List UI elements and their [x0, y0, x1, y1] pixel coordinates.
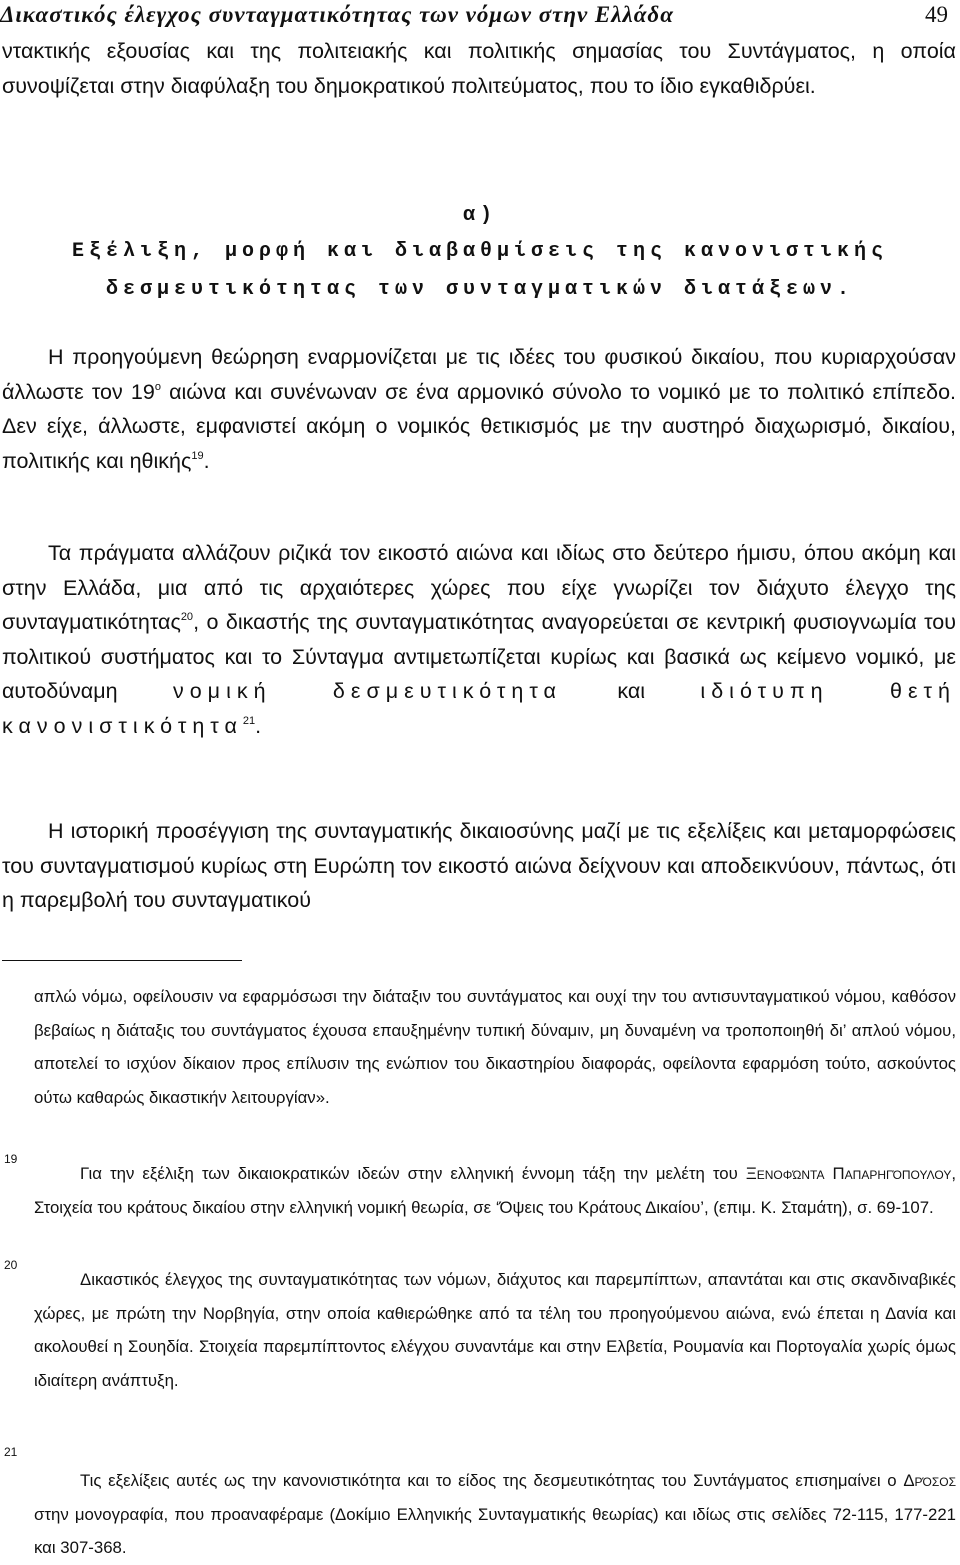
paragraph-3	[2, 536, 956, 743]
footnote-20: Δικαστικός έλεγχος της συνταγματικότητας των νόμων, διάχυτος και παρεμπίπτων, απαντάται και στις σκανδιναβικές χώρες, με πρώτη την Νορβηγία, στην οποία καθιερώθηκε από τα τέλη του προηγούμενου αιώνα, ενώ έπεται η Δανία και ακολουθεί η Σουηδία. Στοιχεία παρεμπίπτοντος ελέγχου συναντάμε και στην Ελβετία, Ρουμανία και Πορτογαλία χωρίς όμως ιδιαίτερη ανάπτυξη.	[34, 1270, 956, 1390]
running-head-title: Δικαστικός έλεγχος συνταγματικότητας των νόμων στην Ελλάδα	[0, 2, 674, 27]
paragraph-2-text-c: .	[203, 448, 210, 473]
running-head	[0, 2, 948, 32]
footnote-number-20: 20	[4, 1258, 18, 1272]
footnote-number-21: 21	[4, 1445, 18, 1459]
paragraph-3-text-a: Τα πράγματα αλλάζουν ριζικά τον εικοστό αιώνα και ιδίως στο δεύτερο ήμισυ, όπου ακόμη και στην Ελλάδα, μια από τις αρχαιότερες χώρες που είχε γνωρίζει τον διάχυτο έλεγχο της συνταγματικότητας	[2, 541, 956, 634]
paragraph-1: ντακτικής εξουσίας και της πολιτειακής και πολιτικής σημασίας του Συντάγματος, η οποία συνοψίζεται στην διαφύλαξη του δημοκρατικού πολιτεύματος, που το ίδιο εγκαθιδρύει.	[2, 39, 956, 98]
footnote-ref-21[interactable]: 21	[242, 714, 256, 727]
paragraph-2	[2, 340, 956, 478]
footnote-21-text-a: Τις εξελίξεις αυτές ως την κανονιστικότητα και το είδος της δεσμευτικότητας του Συντάγματος επισημαίνει ο	[80, 1471, 904, 1490]
footnote-19-text-b: , Στοιχεία του κράτους δικαίου στην ελληνική νομική θεωρία, σε ‘Όψεις του Κράτους Δικαίου’, (επιμ. Κ. Σταμάτη), σ. 69-107.	[34, 1164, 957, 1217]
footnote-19	[34, 1157, 956, 1224]
footnote-ref-20[interactable]: 20	[180, 611, 194, 623]
paragraph-2-text-a: Η προηγούμενη θεώρηση εναρμονίζεται με τις ιδέες του φυσικού δικαίου, που κυριαρχούσαν άλλωστε τον 19	[2, 345, 956, 404]
footnote-21-text-b: στην μονογραφία, που προαναφέραμε (Δοκίμιο Ελληνικής Συνταγματικής θεωρίας) και ιδίως στις σελίδες 72-115, 177-221 και 307-368.	[34, 1504, 956, 1557]
paragraph-2-text-b: αιώνα και συνένωναν σε ένα αρμονικό σύνολο το νομικό με το πολιτικό επίπεδο. Δεν είχε, άλλωστε, εμφανιστεί ακόμη ο νομικός θετικισμός με την αυστηρό διαχωρισμό, δικαίου, πολιτικής και ηθικής	[2, 379, 957, 473]
footnote-ref-19[interactable]: 19	[191, 449, 204, 462]
emphasis-normative-binding: νομική δεσμευτικότητα	[172, 679, 562, 703]
superscript-o: ο	[154, 380, 161, 393]
section-marker: α)	[462, 204, 497, 227]
footnote-number-19: 19	[4, 1152, 18, 1166]
paragraph-3-text-d: .	[255, 713, 262, 738]
emphasis-positive-normativity: ιδιότυπη θετή κανονιστικότητα	[2, 679, 957, 738]
section-heading-line-1: Εξέλιξη, μορφή και διαβαθμίσεις της κανονιστικής	[71, 240, 889, 263]
footnote-21	[34, 1464, 956, 1565]
footnote-separator	[2, 960, 242, 961]
footnote-19-text-a: Για την εξέλιξη των δικαιοκρατικών ιδεών στην ελληνική έννομη τάξη την μελέτη του	[80, 1164, 746, 1183]
footnote-21-author: Δρόσος	[903, 1471, 956, 1490]
paragraph-3-text-c: και	[561, 679, 701, 703]
paragraph-4: Η ιστορική προσέγγιση της συνταγματικής δικαιοσύνης μαζί με τις εξελίξεις και μεταμορφώσεις του συνταγματισμού κυρίως στη Ευρώπη τον εικοστό αιώνα δείχνουν και αποδεικνύουν, πάντως, ότι η παρεμβολή του συνταγματικού	[2, 819, 956, 912]
section-heading-line-2: δεσμευτικότητας των συνταγματικών διατάξεων.	[105, 278, 855, 301]
footnote-continuation: απλώ νόμω, οφείλουσιν να εφαρμόσωσι την διάταξιν του συντάγματος και ουχί την του αντισυνταγματικού νόμου, καθόσον βεβαίως η διάταξις του συντάγματος έχουσα επαυξημένην τυπική δύναμιν, μη δυναμένη να τροποποιηθή δι’ απλού νόμου, αποτελεί το ισχύον δίκαιον προς επίλυσιν της ενώπιον του δικαστηρίου διαφοράς, οφείλοντα εφαρμόση τούτο, ασκούντος ούτω καθαρώς δικαστικήν λειτουργίαν».	[34, 987, 956, 1107]
page-number: 49	[925, 2, 948, 27]
paragraph-3-text-b: , ο δικαστής της συνταγματικότητας αναγορεύεται σε κεντρική φυσιογνωμία του πολιτικού συστήματος και το Σύνταγμα αντιμετωπίζεται κυρίως και βασικά ως κείμενο νομικό, με αυτοδύναμη	[2, 610, 956, 703]
footnote-19-author: Ξενοφώντα Παπαρηγόπουλου	[745, 1164, 952, 1183]
